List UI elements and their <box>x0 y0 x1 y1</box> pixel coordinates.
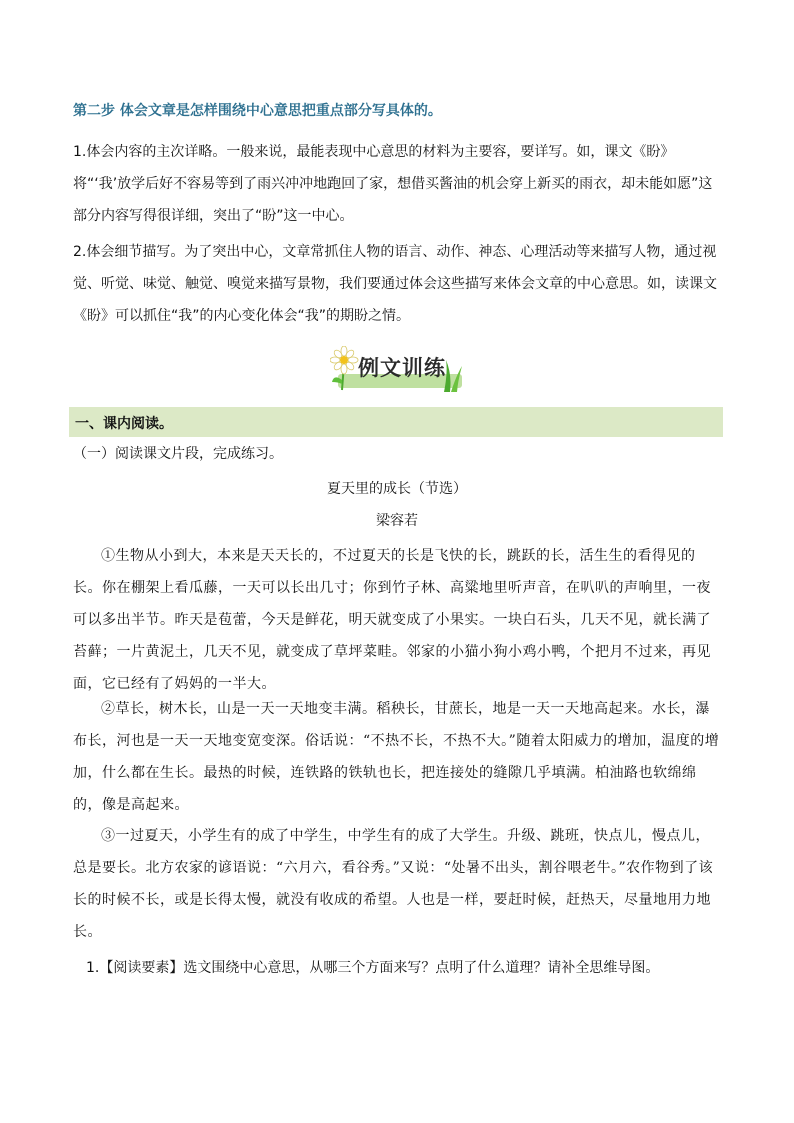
article-paragraph-3: ③一过夏天，小学生有的成了中学生，中学生有的成了大学生。升级、跳班，快点儿，慢点儿，总是要长。北方农家的谚语说：“六月六，看谷秀。”又说：“处暑不出头，割谷喂老牛。”农作物到了该长的时候不长，或是长得太慢，就没有收成的希望。人也是一样，要赶时候，赶热天，尽量地用力地长。 <box>73 828 714 940</box>
grass-icon <box>442 358 464 392</box>
article-author: 梁容若 <box>376 513 418 529</box>
section-bar <box>69 407 723 437</box>
daisy-icon <box>330 346 360 392</box>
question-1: 1.【阅读要素】选文围绕中心意思，从哪三个方面来写？点明了什么道理？请补全思维导图。 <box>86 960 660 976</box>
point-2: 2.体会细节描写。为了突出中心，文章常抓住人物的语言、动作、神态、心理活动等来描写人物，通过视觉、听觉、味觉、触觉、嗅觉来描写景物，我们要通过体会这些描写来体会文章的中心意思。如，读课文《盼》可以抓住“我”的内心变化体会“我”的期盼之情。 <box>73 244 717 324</box>
sub-heading: （一）阅读课文片段，完成练习。 <box>73 446 283 462</box>
step-title: 第二步 体会文章是怎样围绕中心意思把重点部分写具体的。 <box>73 103 442 119</box>
section-heading: 一、课内阅读。 <box>75 416 173 432</box>
article-paragraph-1: ①生物从小到大，本来是天天长的，不过夏天的长是飞快的长，跳跃的长，活生生的看得见的长。你在棚架上看瓜藤，一天可以长出几寸；你到竹子林、高粱地里听声音，在叭叭的声响里，一夜可以多出半节。昨天是苞蕾，今天是鲜花，明天就变成了小果实。一块白石头，几天不见，就长满了苔藓；一片黄泥土，几天不见，就变成了草坪菜畦。邻家的小猫小狗小鸡小鸭，个把月不过来，再见面，它已经有了妈妈的一半大。 <box>73 548 711 692</box>
article-paragraph-2: ②草长，树木长，山是一天一天地变丰满。稻秧长，甘蔗长，地是一天一天地高起来。水长，瀑布长，河也是一天一天地变宽变深。俗话说：“不热不长，不热不大。”随着太阳威力的增加，温度的增加，什么都在生长。最热的时候，连铁路的铁轨也长，把连接处的缝隙几乎填满。柏油路也软绵绵的，像是高起来。 <box>73 701 720 813</box>
point-1: 1.体会内容的主次详略。一般来说，最能表现中心意思的材料为主要容，要详写。如，课文《盼》将“‘我’放学后好不容易等到了雨兴冲冲地跑回了家，想借买酱油的机会穿上新买的雨衣，却未能如愿”这部分内容写得很详细，突出了“盼”这一中心。 <box>73 144 713 224</box>
example-training-banner <box>330 346 464 392</box>
article-title: 夏天里的成长（节选） <box>327 481 467 497</box>
banner-label: 例文训练 <box>358 356 446 380</box>
